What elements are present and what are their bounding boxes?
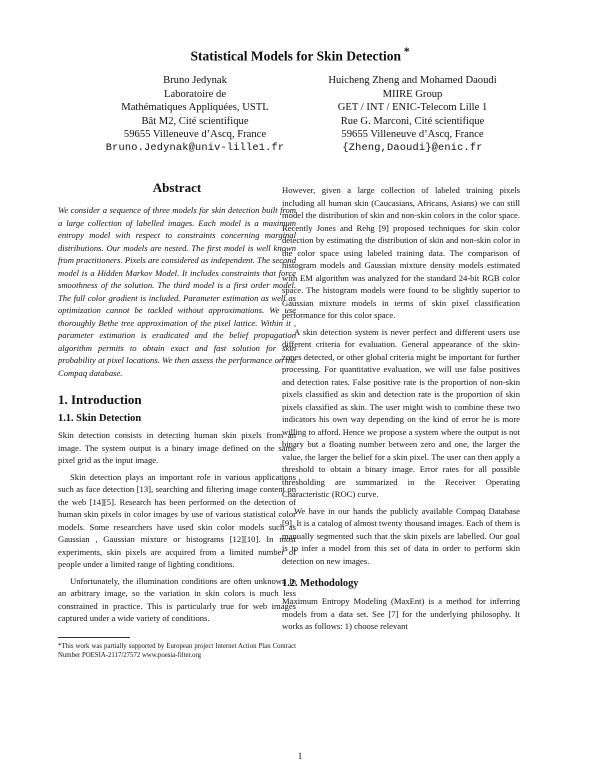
body-paragraph: However, given a large collection of labeled training pixels including all human skin (Caucasians, Africans, Asians) we can still model the distribution of skin and non-skin colors in the color space. Recently Jones and Rehg [9] proposed techniques for skin color detection by estimating the distribution of skin and non-skin color in the color space using labeled training data. The comparison of histogram models and Gaussian mixture density models estimated with EM algorithm was analyzed for the standard 24-bit RGB color space. The histogram models were found to be slightly superior to Gaussian mixture models in terms of skin pixel classification performance for this color space. (282, 185, 520, 320)
subsection-heading-methodology: 1.2. Methodology (282, 578, 359, 589)
paper-title-text: Statistical Models for Skin Detection (190, 48, 402, 64)
page-number: 1 (297, 751, 303, 761)
title-footnote-mark: * (401, 46, 410, 58)
author-name-right: Huicheng Zheng and Mohamed Daoudi (328, 75, 497, 86)
author-block-right (300, 74, 525, 156)
affiliation-line: Rue G. Marconi, Cité scientifique (340, 115, 485, 127)
author-block-left (95, 74, 295, 156)
body-paragraph: Skin detection plays an important role in various applications such as face detection [13], searching and filtering image content on the web [14][5]. Research has been performed on the detection of human skin pixels in color images by use of various statistical color models. Some researchers have used skin color models such as Gaussian , Gaussian mixture or histograms [12][10]. In most experiments, skin pixels are acquired from a limited number of people under a limited range of lighting conditions. (58, 471, 296, 569)
body-paragraph: We have in our hands the publicly available Compaq Database [9]. It is a catalog of almost twenty thousand images. Each of them is manually segmented such that the skin pixels are labelled. Our goal is to infer a model from this set of data in order to perform skin detection on new images. (282, 505, 520, 566)
footnote-divider (58, 637, 130, 638)
footnote: *This work was partially supported by European project Internet Action Plan Contract Number POESIA-2117/27572 www.poesia-filter.org (58, 642, 296, 659)
section-heading-introduction: 1. Introduction (58, 392, 142, 407)
affiliation-line: Bât M2, Cité scientifique (141, 115, 249, 127)
author-name-left: Bruno Jedynak (163, 75, 227, 86)
body-paragraph: Maximum Entropy Modeling (MaxEnt) is a method for inferring models from a data set. See [7] for the underlying philosophy. It works as follows: 1) choose relevant (282, 596, 520, 631)
body-paragraph: A skin detection system is never perfect and different users use different criteria for evaluation. General appearance of the skin-zones detected, or other global criteria might be important for further processing. For quantitative evaluation, we will use false positives and detection rates. False positive rate is the proportion of non-skin pixels classified as skin and detection rate is the proportion of skin pixels classified as skin. The user might wish to combine these two indicators his own way depending on the kind of error he is more willing to afford. Hence we propose a system where the output is not binary but a floating number between zero and one, the larger the value, the larger the belief for a skin pixel. The user can then apply a threshold to obtain a binary image. Error rates for all possible thresholding are summarized in the Receiver Operating Characteristic (ROC) curve. (282, 326, 520, 499)
affiliation-line: GET / INT / ENIC-Telecom Lille 1 (337, 102, 488, 114)
subsection-heading-skin-detection: 1.1. Skin Detection (58, 413, 142, 424)
affiliation-line: Mathématiques Appliquées, USTL (121, 102, 269, 114)
abstract-text: We consider a sequence of three models for skin detection built from a large collection of labelled images. Each model is a maximum entropy model with respect to constraints concerning marginal distributions. Our models are nested. The first model is well known from practitioners. Pixels are considered as independent. The second model is a Hidden Markov Model. It includes constraints that force smoothness of the solution. The third model is a first order model. The full color gradient is included. Parameter estimation as well as optimization cannot be tackled without approximations. We use thoroughly Bethe tree approximation of the pixel lattice. Within it , parameter estimation is eradicated and the belief propagation algorithm permits to obtain exact and fast solution for skin probability at pixel locations. We then assess the performance on the Compaq database. (58, 205, 296, 378)
right-column (282, 184, 520, 633)
affiliation-line: 59655 Villeneuve d’Ascq, France (341, 129, 484, 141)
email-right: {Zheng,Daoudi}@enic.fr (342, 141, 483, 154)
email-left: Bruno.Jedynak@univ-lille1.fr (105, 141, 285, 154)
paper-title (0, 46, 600, 65)
left-column (58, 180, 296, 660)
affiliation-line: Laboratoire de (163, 88, 227, 100)
body-paragraph: Skin detection consists in detecting human skin pixels from an image. The system output is a binary image defined on the same pixel grid as the input image. (58, 430, 296, 465)
affiliation-line: 59655 Villeneuve d’Ascq, France (123, 129, 267, 141)
affiliation-line: MIIRE Group (382, 88, 443, 100)
abstract-heading: Abstract (152, 180, 202, 195)
body-paragraph: Unfortunately, the illumination conditions are often unknown in an arbitrary image, so the variation in skin colors is much less constrained in practice. This is particularly true for web images captured under a wide variety of conditions. (58, 575, 296, 623)
